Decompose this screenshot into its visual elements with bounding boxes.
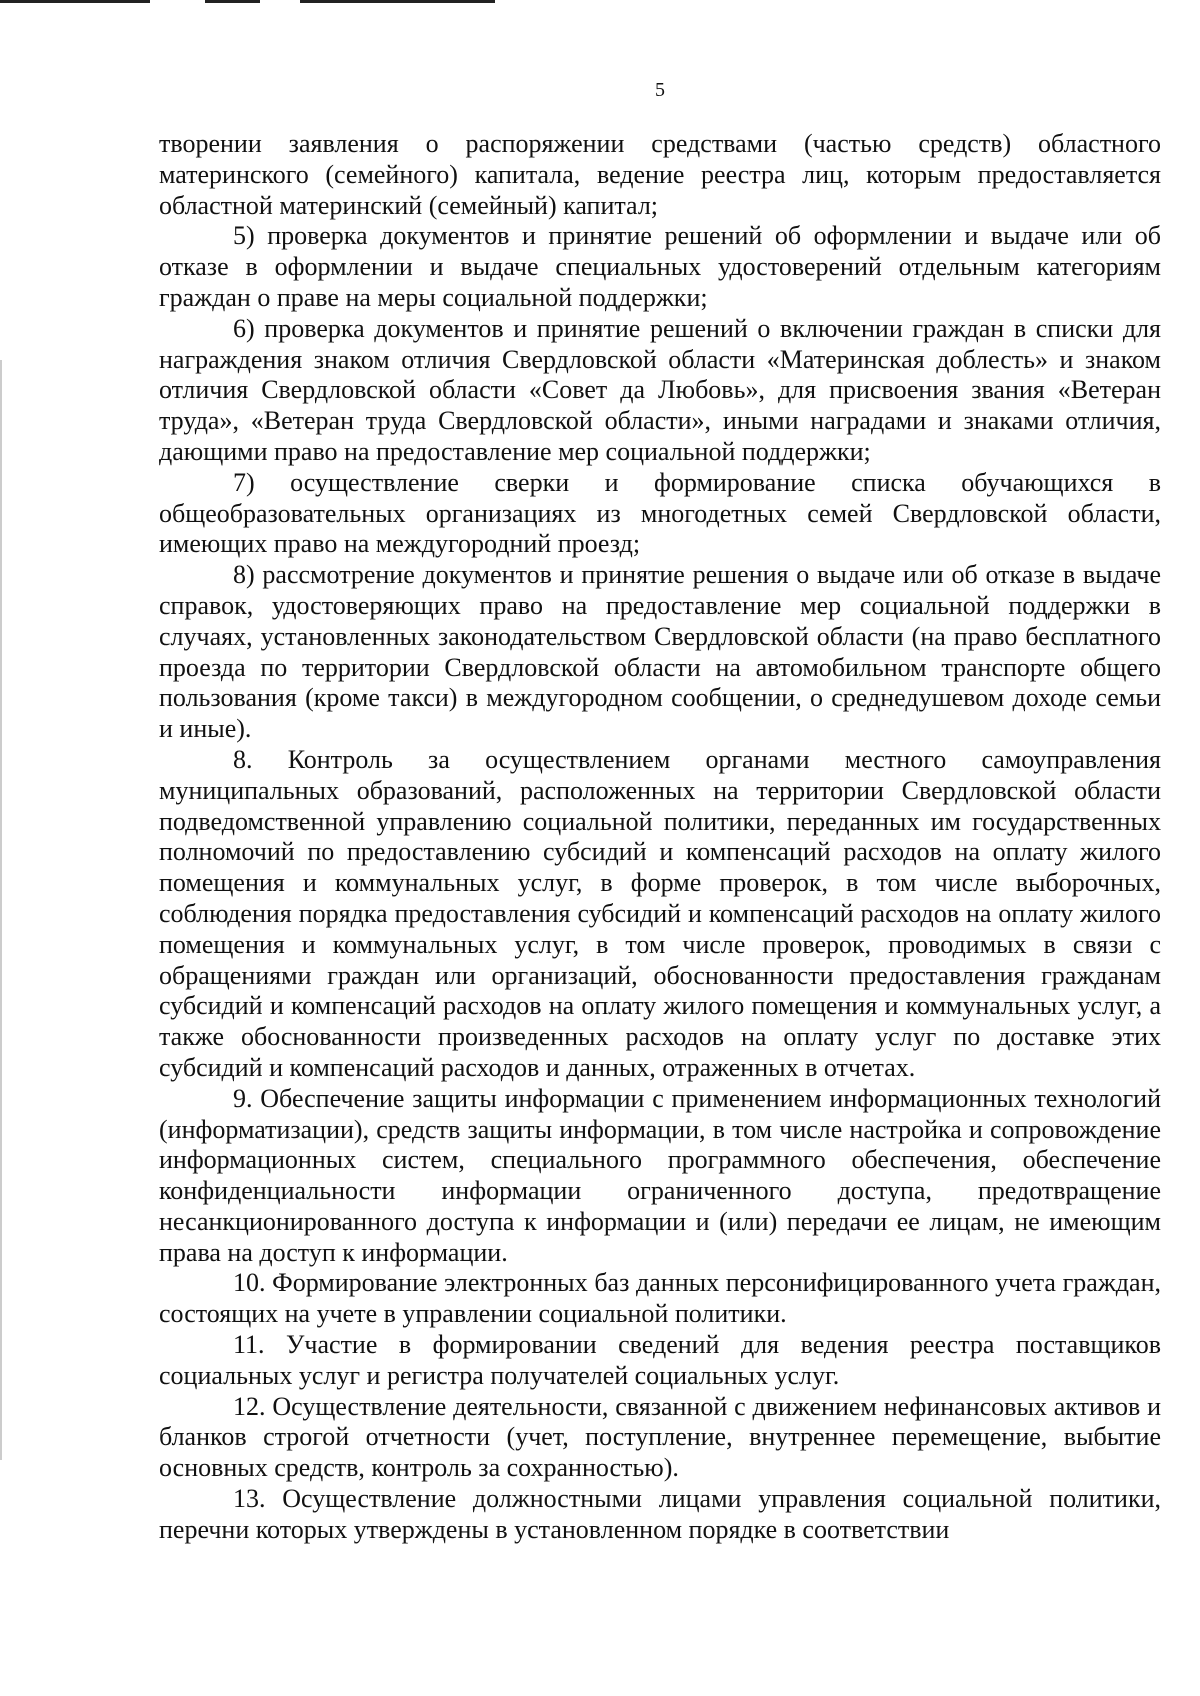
scan-artifact-rule [300,0,495,3]
paragraph-item-6: 6) проверка документов и принятие решений о включении граждан в списки для награждения знаком отличия Свердловской области «Материнская доблесть» и знаком отличия Свердловской области «Совет да Любовь», для присвоения звания «Ветеран труда», «Ветеран труда Свердловской области», иными наградами и знаками отличия, дающими право на предоставление мер социальной поддержки; [159,313,1161,466]
paragraph-item-5: 5) проверка документов и принятие решений об оформлении и выдаче или об отказе в оформлении и выдаче специальных удостоверений отдельным категориям граждан о праве на меры социальной поддержки; [159,221,1161,312]
paragraph-section-10: 10. Формирование электронных баз данных персонифицированного учета граждан, состоящих на учете в управлении социальной политики. [159,1268,1161,1329]
scan-edge-mark [0,360,2,1460]
paragraph-section-8: 8. Контроль за осуществлением органами местного самоуправления муниципальных образований, расположенных на территории Свердловской области подведомственной управлению социальной политики, переданных им государственных полномочий по предоставлению субсидий и компенсаций расходов на оплату жилого помещения и коммунальных услуг, в форме проверок, в том числе выборочных, соблюдения порядка предоставления субсидий и компенсаций расходов на оплату жилого помещения и коммунальных услуг, в том числе проверок, проводимых в связи с обращениями граждан или организаций, обоснованности предоставления гражданам субсидий и компенсаций расходов на оплату жилого помещения и коммунальных услуг, а также обоснованности произведенных расходов на оплату услуг по доставке этих субсидий и компенсаций расходов и данных, отраженных в отчетах. [159,744,1161,1082]
paragraph-section-12: 12. Осуществление деятельности, связанной с движением нефинансовых активов и бланков строгой отчетности (учет, поступление, внутреннее перемещение, выбытие основных средств, контроль за сохранностью). [159,1391,1161,1483]
page-number: 5 [655,79,665,101]
paragraph-item-7: 7) осуществление сверки и формирование списка обучающихся в общеобразовательных организациях из многодетных семей Свердловской области, имеющих право на междугородний проезд; [159,467,1161,559]
paragraph-section-11: 11. Участие в формировании сведений для ведения реестра поставщиков социальных услуг и регистра получателей социальных услуг. [159,1330,1161,1390]
paragraph-item-8: 8) рассмотрение документов и принятие решения о выдаче или об отказе в выдаче справок, удостоверяющих право на предоставление мер социальной поддержки в случаях, установленных законодательством Свердловской области (на право бесплатного проезда по территории Свердловской области на автомобильном транспорте общего пользования (кроме такси) в междугородном сообщении, о среднедушевом доходе семьи и иные). [159,560,1161,744]
scan-artifact-rule [205,0,260,3]
scan-artifact-rule [0,0,150,3]
paragraph-continuation: творении заявления о распоряжении средствами (частью средств) областного материнского (семейного) капитала, ведение реестра лиц, которым предоставляется областной материнский (семейный) капитал; [159,129,1161,220]
paragraph-section-9: 9. Обеспечение защиты информации с применением информационных технологий (информатизации), средств защиты информации, в том числе настройка и сопровождение информационных систем, специального программного обеспечения, обеспечение конфиденциальности информации ограниченного доступа, предотвращение несанкционированного доступа к информации и (или) передачи ее лицам, не имеющим права на доступ к информации. [159,1083,1161,1267]
document-body [159,129,1161,1546]
paragraph-section-13: 13. Осуществление должностными лицами управления социальной политики, перечни которых утверждены в установленном порядке в соответствии [159,1484,1161,1544]
